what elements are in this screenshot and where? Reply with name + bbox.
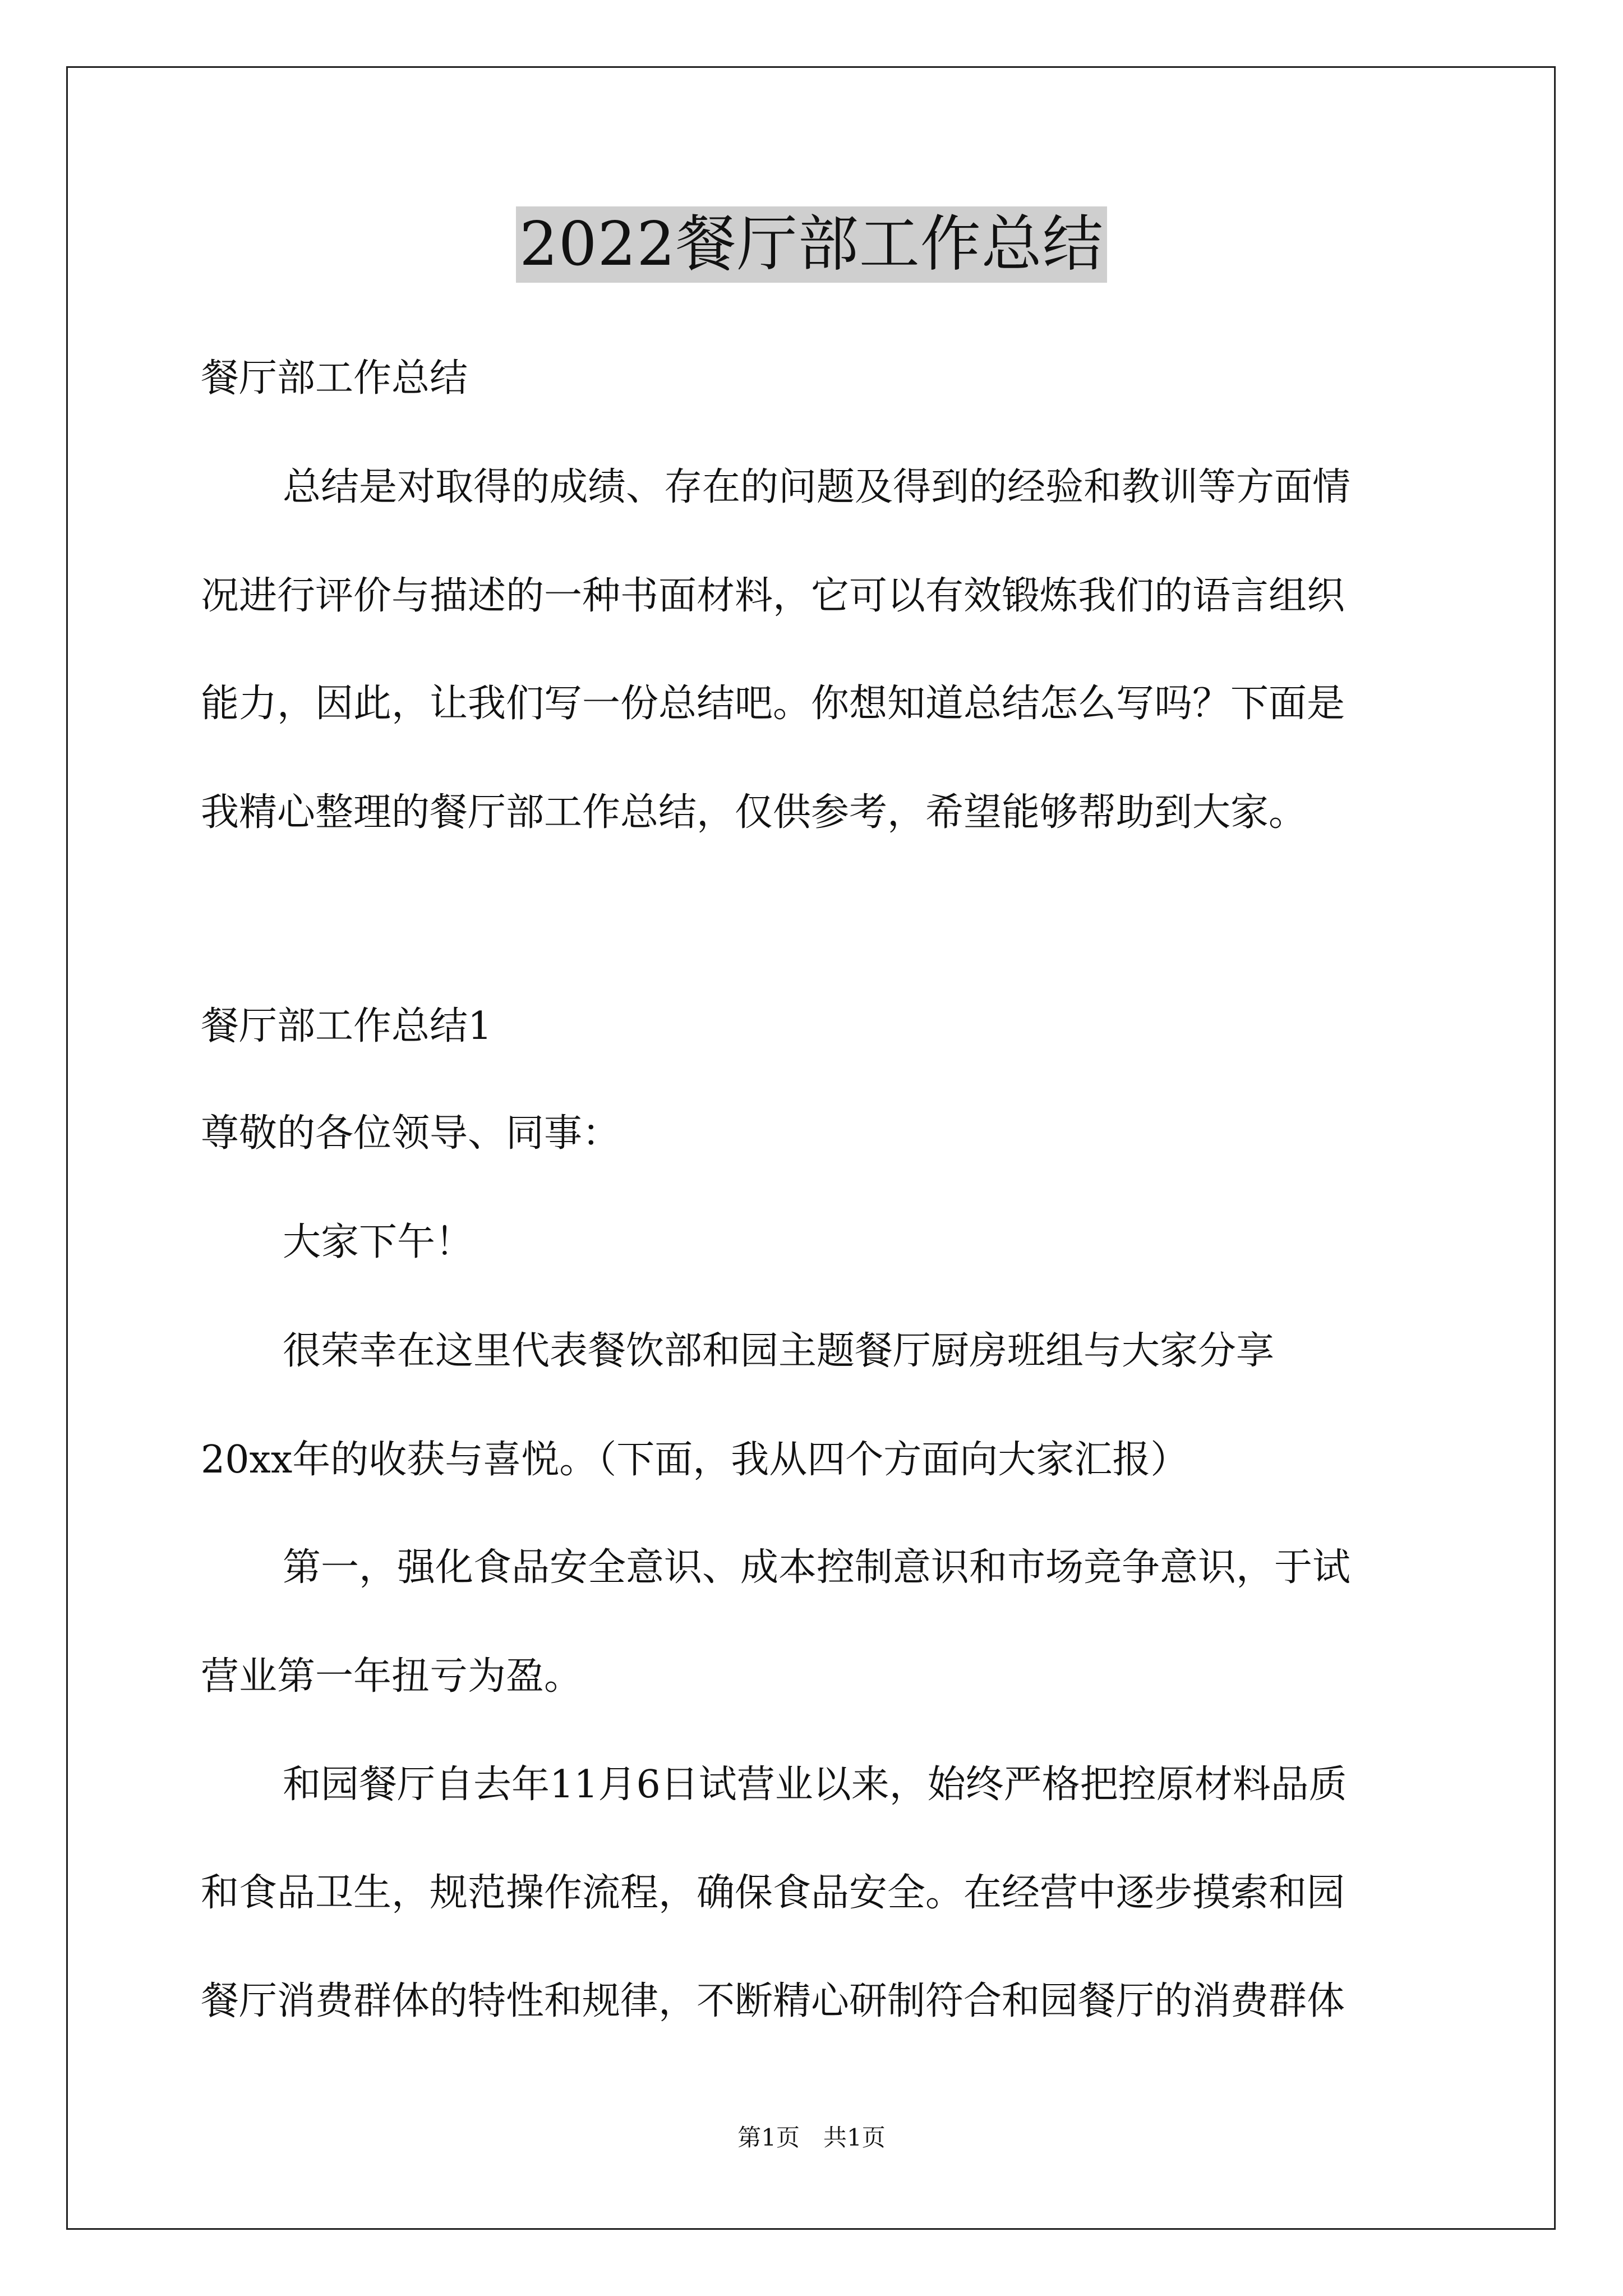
intro-line-1: 总结是对取得的成绩、存在的问题及得到的经验和教训等方面情 <box>283 465 1351 509</box>
title-container <box>0 206 1623 283</box>
body-line-7: 餐厅消费群体的特性和规律，不断精心研制符合和园餐厅的消费群体 <box>201 1979 1345 2023</box>
intro-line-4: 我精心整理的餐厅部工作总结，仅供参考，希望能够帮助到大家。 <box>201 790 1307 835</box>
body-line-1: 很荣幸在这里代表餐饮部和园主题餐厅厨房班组与大家分享 <box>283 1329 1275 1373</box>
body-line-4: 营业第一年扭亏为盈。 <box>201 1654 583 1699</box>
salutation: 尊敬的各位领导、同事： <box>201 1111 621 1156</box>
subsection-heading: 餐厅部工作总结1 <box>201 1004 492 1048</box>
section-heading: 餐厅部工作总结 <box>201 356 468 401</box>
body-line-5: 和园餐厅自去年11月6日试营业以来，始终严格把控原材料品质 <box>283 1763 1347 1807</box>
intro-line-3: 能力，因此，让我们写一份总结吧。你想知道总结怎么写吗？下面是 <box>201 682 1345 726</box>
greeting: 大家下午！ <box>283 1220 474 1264</box>
body-line-6: 和食品卫生，规范操作流程，确保食品安全。在经营中逐步摸索和园 <box>201 1871 1345 1915</box>
body-line-3: 第一，强化食品安全意识、成本控制意识和市场竞争意识，于试 <box>283 1545 1351 1590</box>
page-number-footer: 第1页 共1页 <box>737 2124 886 2151</box>
intro-line-2: 况进行评价与描述的一种书面材料，它可以有效锻炼我们的语言组织 <box>201 574 1345 618</box>
body-line-2: 20xx年的收获与喜悦。（下面，我从四个方面向大家汇报） <box>201 1438 1189 1482</box>
document-title: 2022餐厅部工作总结 <box>516 206 1107 283</box>
